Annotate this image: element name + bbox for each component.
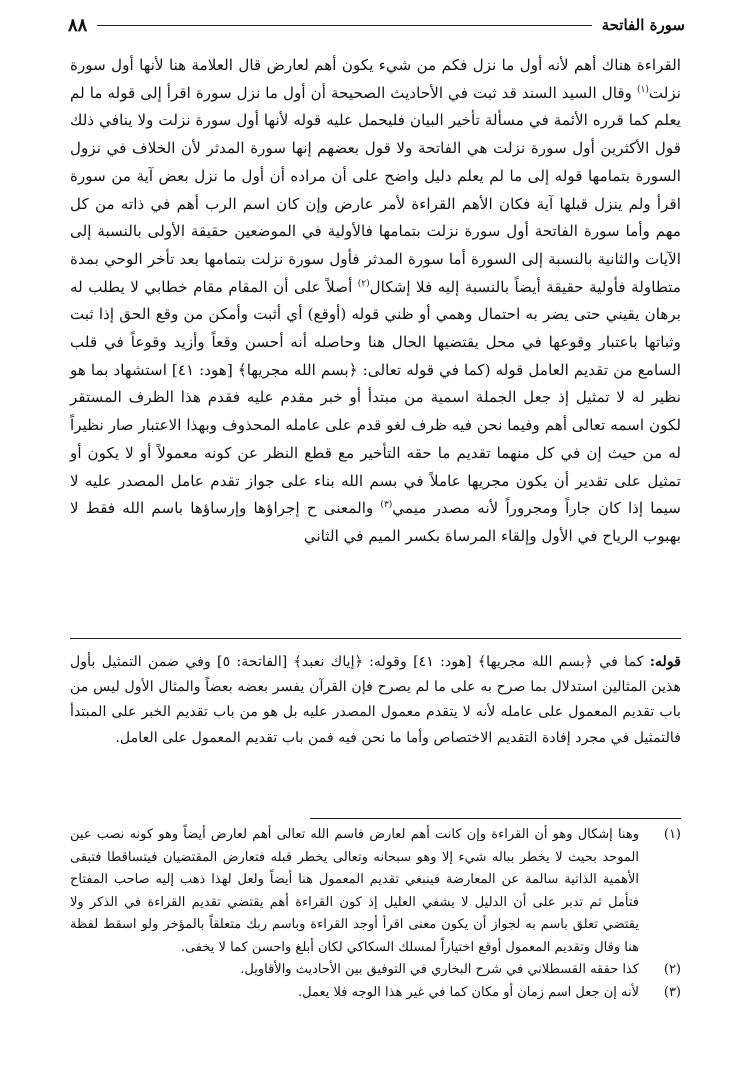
footnote-text: لأنه إن جعل اسم زمان أو مكان كما في غير هذا الوجه فلا يعمل.	[297, 984, 639, 1000]
page-header	[68, 14, 685, 36]
footnote-item	[70, 959, 681, 982]
main-paragraph	[70, 52, 681, 551]
footnote-number: (٢)	[663, 962, 681, 977]
commentary-text: كما في ﴿بسم الله مجريها﴾ [هود: ٤١] وقوله: ﴿إياك نعبد﴾ [الفاتحة: ٥] وفي ضمن التمثيل بأول هذين المثالين استدلال بما صرح به على ما لم يصرح فإن القرآن يفسر بعضه بعضاً والمثال الأول ليس من باب تقديم المعمول على عامله لأنه لا يتقدم معمول المصدر عليه بل هو من باب تقديم الخبر على المبتدأ فالتمثيل في مجرد إفادة التقديم الاختصاص وأما ما نحن فيه فمن باب تقديم المعمول على العامل.	[70, 654, 681, 746]
footnotes	[70, 824, 681, 1004]
footnote-ref-2: (٢)	[357, 278, 370, 289]
divider-footnotes	[310, 818, 681, 819]
footnote-text: وهنا إشكال وهو أن القراءة وإن كانت أهم لعارض فاسم الله تعالى أهم لعارض أيضاً وهو كونه نصب عين الموحد بحيث لا يخطر بباله شيء إلا وهو سبحانه وتعالى يخطر قبله فتعارض المقتضيان فيتساقطا فتبقى الأهمية الذاتية سالمة عن المعارضة فينبغي تقديم المعمول هنا أيضاً ولعل لهذا ذهب إليه صاحب المفتاح فتأمل ثم تدبر على أن الدليل لا يشفي العليل إذ كون القراءة أهم يقتضي تقديم القراءة في الذكر ولا يقتضي تعلق باسم به لجواز أن يكون معنى اقرأ أوجد القراءة وباسم ربك متعلقاً بالمؤخر ولو اسقط لفظة هنا وقال وتقديم المعمول أوقع اختياراً لمسلك السكاكي لكان أبلغ واحسن كما لا يخفى.	[70, 827, 639, 955]
footnote-ref-1: (١)	[636, 84, 649, 95]
footnote-ref-3: (٣)	[380, 500, 393, 511]
footnote-number: (١)	[663, 827, 681, 842]
divider-main	[70, 638, 681, 639]
main-text-part-3: أصلاً على أن المقام مقام خطابي لا يطلب له برهان يقيني حتى يضر به احتمال وهمي أو ظني قوله (أوقع) أي أثبت وأمكن من وقع الحق إذا ثبت وثباتها باعتبار وقوعها في محل يقتضيها الحال هنا وحاصله أنه أحسن وقعاً وأزيد وقوعاً في قلب السامع من تقديم العامل قوله (كما في قوله تعالى: ﴿بسم الله مجريها﴾ [هود: ٤١] استشهاد بما هو نظير له لا تمثيل إذ جعل الجملة اسمية من مبتدأ أو خبر مقدم عليه فقدم هذا الظرف المستقر لكون اسمه تعالى أهم وفيما نحن فيه ظرف لغو قدم على عامله المحذوف وبهذا الاعتبار صار نظيراً له من حيث إن في كل منهما تقديم ما حقه التأخير مع قطع النظر عن كونه معمولاً أو لا يكون أو تمثيل على تقدير أن يكون مجريها عاملاً في بسم الله بناء على جواز تقدم عامل المصدر عليه لا سيما إذا كان جاراً ومجروراً لأنه مصدر ميمي	[70, 277, 681, 518]
main-text	[70, 52, 681, 551]
commentary-lead: قوله:	[649, 654, 681, 670]
surah-title: سورة الفاتحة	[601, 16, 685, 34]
main-text-part-2: وقال السيد السند قد ثبت في الأحاديث الصحيحة أن أول ما نزل سورة اقرأ إلى قوله ما لم يعلم كما قرره الأئمة في مسألة تأخير البيان فليحمل عليه قوله لأنها أول سورة نزلت ولا ينافي ذلك قول الأكثرين أول سورة نزلت هي الفاتحة ولا قول بعضهم إنها سورة المدثر لأن الخلاف في نزول السورة بتمامها قوله إلى ما لم يعلم دليل واضح على أن مراده أن أول ما نزل بعض آية من سورة اقرأ ولم ينزل قبلها آية فكان الأهم القراءة لأمر عارض وإن كان اسم الرب أهم في ذاته من كل مهم وأما سورة الفاتحة أول سورة نزلت بتمامها فالأولية في الموضعين حقيقة الأولى بالنسبة إلى الآيات والثانية بالنسبة إلى السورة أما سورة المدثر فأول سورة نزلت بتمامها بعد تأخر الوحي بمدة متطاولة فأولية حقيقة أيضاً بالنسبة إليه فلا إشكال	[70, 83, 681, 296]
page-number: ٨٨	[68, 14, 88, 36]
commentary	[70, 650, 681, 751]
main-text-part-4: والمعنى ح إجراؤها وإرساؤها باسم الله فقط لا بهبوب الرياح في الأول وإلقاء المرساة بكسر الميم في الثاني	[70, 499, 681, 545]
footnote-item	[70, 982, 681, 1005]
commentary-paragraph	[70, 650, 681, 751]
header-rule	[97, 25, 591, 26]
footnote-text: كذا حققه القسطلاني في شرح البخاري في التوفيق بين الأحاديث والأقاويل.	[240, 962, 639, 977]
footnote-item	[70, 824, 681, 959]
footnote-number: (٣)	[663, 984, 681, 1000]
main-text-part-1: القراءة هناك أهم لأنه أول ما نزل فكم من شيء يكون أهم لعارض قال العلامة هنا لأنها أول سورة نزلت	[70, 56, 681, 102]
